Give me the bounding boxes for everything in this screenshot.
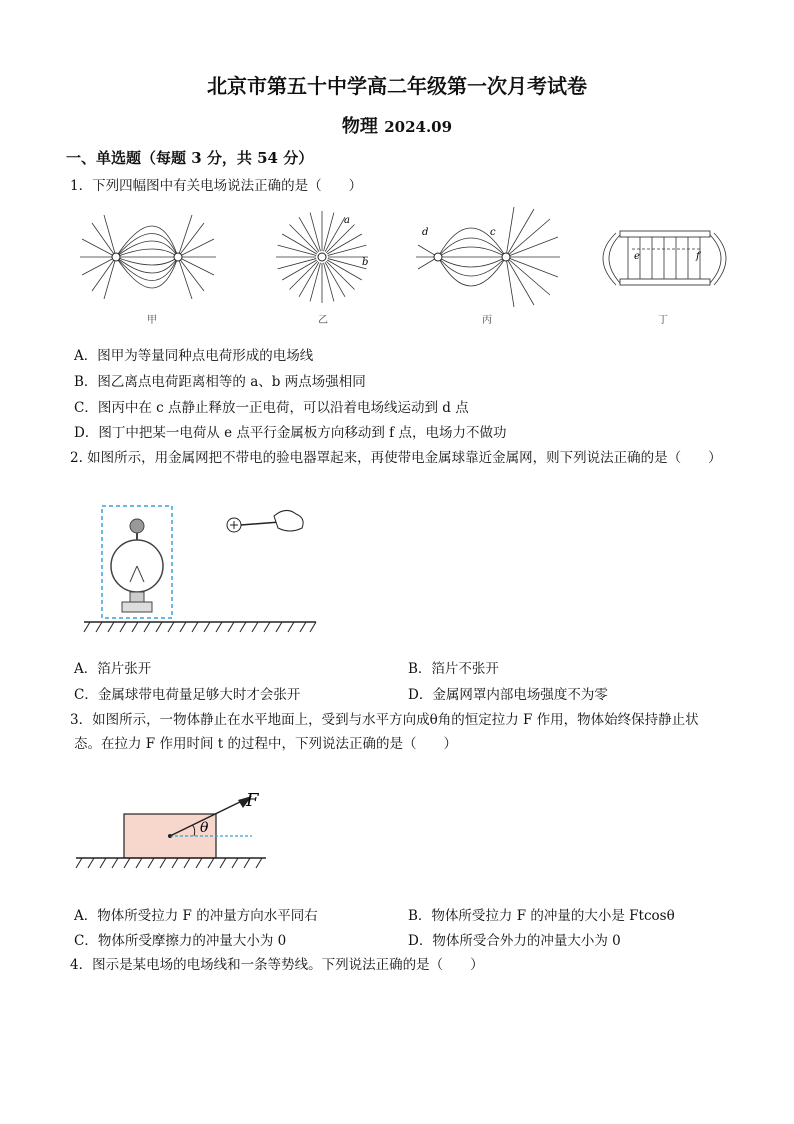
svg-text:a: a (344, 215, 350, 226)
page-subtitle (0, 112, 794, 138)
q1-figure-yi (272, 205, 382, 325)
q2-option-b: B．箔片不张开 (408, 661, 499, 677)
svg-text:θ: θ (200, 820, 209, 836)
section-heading: 一、单选题（每题 3 分，共 54 分） (66, 149, 314, 167)
svg-text:乙: 乙 (318, 315, 328, 326)
svg-text:丙: 丙 (482, 315, 492, 326)
svg-text:甲: 甲 (147, 315, 157, 326)
q4-stem: 4．图示是某电场的电场线和一条等势线。下列说法正确的是（ ） (70, 957, 484, 973)
svg-text:丁: 丁 (658, 315, 668, 326)
svg-text:d: d (422, 227, 429, 238)
svg-text:b: b (362, 257, 369, 268)
q1-figure-ding (598, 205, 728, 325)
q1-option-c: C．图丙中在 c 点静止释放一正电荷，可以沿着电场线运动到 d 点 (74, 400, 469, 416)
subject-label: 物理 (341, 116, 378, 137)
svg-text:F: F (246, 790, 259, 811)
q1-option-b: B．图乙离点电荷距离相等的 a、b 两点场强相同 (74, 374, 366, 390)
q1-figure-jia (74, 205, 234, 325)
q3-option-c: C．物体所受摩擦力的冲量大小为 0 (74, 933, 287, 949)
q1-stem: 1．下列四幅图中有关电场说法正确的是（ ） (70, 178, 363, 194)
q3-stem-line2: 态。在拉力 F 作用时间 t 的过程中，下列说法正确的是（ ） (74, 736, 457, 752)
svg-text:c: c (490, 227, 496, 238)
svg-text:e: e (634, 251, 640, 262)
q2-figure-electroscope (84, 494, 324, 634)
q2-option-c: C．金属球带电荷量足够大时才会张开 (74, 687, 301, 703)
q3-stem-line1: 3．如图所示，一物体静止在水平地面上，受到与水平方向成θ角的恒定拉力 F 作用，物体始终保持静止状 (70, 712, 699, 728)
q1-option-d: D．图丁中把某一电荷从 e 点平行金属板方向移动到 f 点，电场力不做功 (74, 425, 507, 441)
svg-text:f: f (696, 251, 700, 262)
q3-option-a: A．物体所受拉力 F 的冲量方向水平同右 (74, 908, 318, 924)
q3-figure-block (76, 790, 276, 870)
page-title: 北京市第五十中学高二年级第一次月考试卷 (207, 74, 587, 98)
q2-option-a: A．箔片张开 (74, 661, 152, 677)
q3-option-d: D．物体所受合外力的冲量大小为 0 (408, 933, 621, 949)
q3-option-b: B．物体所受拉力 F 的冲量的大小是 Ftcosθ (408, 908, 675, 924)
q2-option-d: D．金属网罩内部电场强度不为零 (408, 687, 608, 703)
q1-figure-bing (410, 205, 570, 325)
q2-stem: 2. 如图所示，用金属网把不带电的验电器罩起来，再使带电金属球靠近金属网，则下列说法正确的是（ ） (70, 450, 722, 466)
q1-option-a: A．图甲为等量同种点电荷形成的电场线 (74, 348, 314, 364)
exam-date: 2024.09 (384, 118, 453, 136)
